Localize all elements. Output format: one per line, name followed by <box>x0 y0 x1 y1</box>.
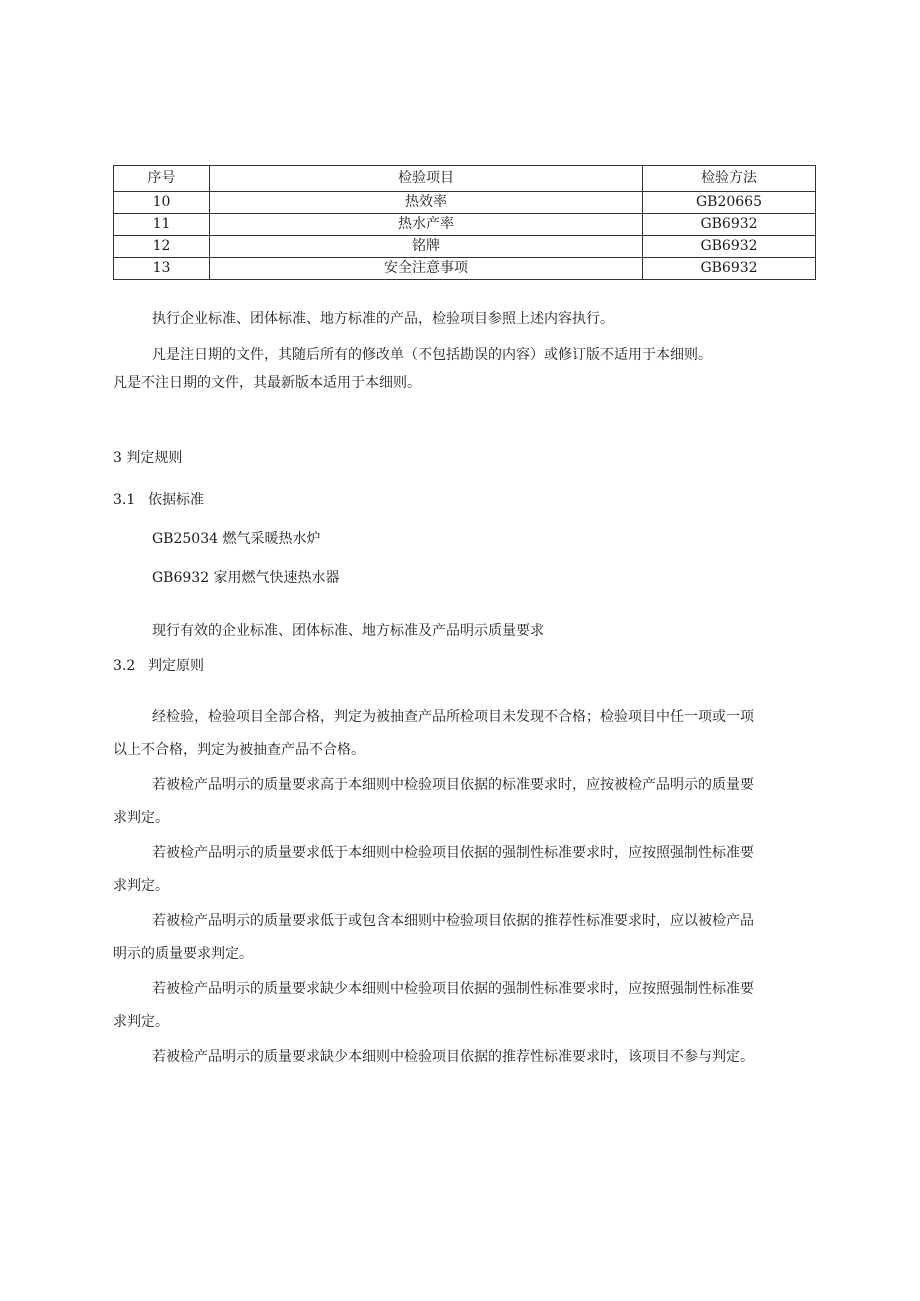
table-row <box>114 236 816 258</box>
standard-item: GB6932 家用燃气快速热水器 <box>152 570 340 586</box>
note-paragraph-1: 执行企业标准、团体标准、地方标准的产品，检验项目参照上述内容执行。 <box>152 311 614 327</box>
rule-line-2: 明示的质量要求判定。 <box>113 946 253 962</box>
rule-line-1: 若被检产品明示的质量要求缺少本细则中检验项目依据的强制性标准要求时，应按照强制性标准要 <box>152 981 754 997</box>
table-row <box>114 214 816 236</box>
section-3-2-title: 判定原则 <box>148 658 204 674</box>
section-3-2-number: 3.2 <box>113 658 136 674</box>
standard-item: GB25034 燃气采暖热水炉 <box>152 531 321 547</box>
cell-no: 13 <box>114 258 210 280</box>
rule-line-2: 求判定。 <box>113 1014 169 1030</box>
cell-item: 铭牌 <box>210 236 643 258</box>
rule-line-2: 求判定。 <box>113 810 169 826</box>
note-paragraph-2-line1: 凡是注日期的文件，其随后所有的修改单（不包括勘误的内容）或修订版不适用于本细则。 <box>152 347 712 363</box>
section-3-heading: 3 判定规则 <box>113 450 183 466</box>
cell-item: 安全注意事项 <box>210 258 643 280</box>
rule-line-2: 求判定。 <box>113 878 169 894</box>
cell-item: 热水产率 <box>210 214 643 236</box>
rule-line-1: 经检验，检验项目全部合格，判定为被抽查产品所检项目未发现不合格；检验项目中任一项或一项 <box>152 709 754 725</box>
header-method: 检验方法 <box>643 166 816 192</box>
inspection-items-table <box>113 165 816 280</box>
header-no: 序号 <box>114 166 210 192</box>
table-header-row <box>114 166 816 192</box>
cell-no: 12 <box>114 236 210 258</box>
cell-no: 11 <box>114 214 210 236</box>
rule-line-1: 若被检产品明示的质量要求低于或包含本细则中检验项目依据的推荐性标准要求时，应以被检产品 <box>152 913 754 929</box>
valid-requirements: 现行有效的企业标准、团体标准、地方标准及产品明示质量要求 <box>152 623 544 639</box>
rule-line-1: 若被检产品明示的质量要求缺少本细则中检验项目依据的推荐性标准要求时，该项目不参与判定。 <box>152 1049 754 1065</box>
header-item: 检验项目 <box>210 166 643 192</box>
cell-method: GB6932 <box>643 258 816 280</box>
rule-line-2: 以上不合格，判定为被抽查产品不合格。 <box>113 742 365 758</box>
cell-method: GB6932 <box>643 236 816 258</box>
rule-line-1: 若被检产品明示的质量要求低于本细则中检验项目依据的强制性标准要求时，应按照强制性标准要 <box>152 845 754 861</box>
cell-method: GB6932 <box>643 214 816 236</box>
cell-method: GB20665 <box>643 192 816 214</box>
note-paragraph-2-line2: 凡是不注日期的文件，其最新版本适用于本细则。 <box>113 375 421 391</box>
rule-line-1: 若被检产品明示的质量要求高于本细则中检验项目依据的标准要求时，应按被检产品明示的质量要 <box>152 777 754 793</box>
cell-no: 10 <box>114 192 210 214</box>
section-3-1-title: 依据标准 <box>148 492 204 508</box>
table-row <box>114 192 816 214</box>
section-3-1-number: 3.1 <box>113 492 136 508</box>
cell-item: 热效率 <box>210 192 643 214</box>
table-row <box>114 258 816 280</box>
